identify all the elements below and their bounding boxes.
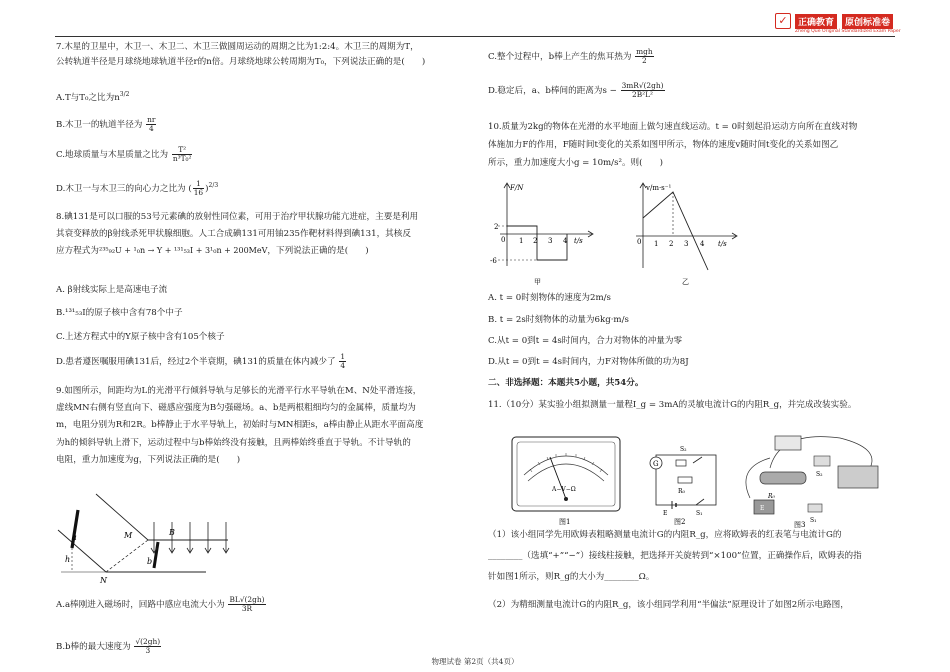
question-8 — [56, 212, 472, 258]
q9-stem: 虚线MN右侧有竖直向下、磁感应强度为B匀强磁场。a、b是两根粗细均匀的金属棒，质量均为 — [56, 403, 416, 414]
q8-stem: 应方程式为²³⁵₉₂U + ¹₀n → Y + ¹³¹₅₃I + 3¹₀n + 200MeV，下列说法正确的是( ) — [56, 246, 369, 257]
half-deflection-circuit — [638, 435, 728, 527]
tick-label: 3 — [548, 237, 553, 245]
brand-name: 正确教育 — [795, 14, 837, 29]
q8-option-b: B.¹³¹₅₃I的原子核中含有78个中子 — [56, 308, 183, 318]
header-rule — [55, 36, 895, 37]
q9-option-c: C.整个过程中，b棒上产生的焦耳热为 $\frac{\text{mgh}}{2}$ — [488, 47, 653, 65]
label-h: h — [65, 555, 71, 564]
switch-label: S₁ — [810, 517, 817, 524]
velocity-time-graph — [628, 180, 748, 290]
nuclear-equation: ²³⁵₉₂U + ¹₀n → Y + ¹³¹₅₃I + 3¹₀n + 200MeV — [98, 246, 268, 256]
switch-label: S₁ — [696, 510, 703, 517]
section-heading: 二、非选择题：本题共5小题，共54分。 — [488, 378, 644, 388]
question-10 — [488, 122, 888, 170]
multimeter-dial-figure — [510, 435, 628, 527]
switch-label: S₂ — [816, 471, 823, 478]
question-7 — [56, 42, 472, 68]
q9-stem: 电阻，重力加速度为g，下列说法正确的是( ) — [56, 454, 241, 465]
q10-option-b: B. t = 2s时刻物体的动量为6kg·m/s — [488, 315, 629, 325]
apparatus-photo — [730, 428, 888, 528]
x-axis-label: t/s — [574, 237, 583, 245]
check-icon: ✓ — [775, 13, 791, 29]
q9-option-a: A.a棒刚进入磁场时，回路中感应电流大小为 $\frac{BL√(2gh)}{3R}$ — [56, 595, 265, 613]
x-axis-label: t/s — [718, 240, 727, 248]
switch-label: S₂ — [680, 446, 687, 453]
label-M: M — [124, 531, 133, 540]
battery-label: E — [760, 505, 765, 512]
q10-option-d: D.从t = 0到t = 4s时间内，力F对物体所做的功为8J — [488, 357, 689, 367]
y-axis-label: v/m·s⁻¹ — [646, 184, 672, 192]
figure-caption: 图3 — [794, 521, 806, 528]
fraction: $\frac{1}{4}$ — [340, 352, 346, 370]
q11-stem: 11.（10分）某实验小组拟测量一量程I_g = 3mA的灵敏电流计G的内阻R_g，并完成改装实验。 — [488, 400, 857, 410]
tick-label: 1 — [654, 240, 659, 248]
brand-logo — [775, 13, 901, 37]
force-time-graph — [488, 180, 608, 290]
q10-stem: 10.质量为2kg的物体在光滑的水平地面上做匀速直线运动。t = 0时刻起沿运动方向所在直线对物 — [488, 122, 858, 132]
tick-label: 2 — [494, 223, 499, 231]
rheostat-label: R₀ — [678, 488, 685, 495]
q8-stem: 8.碘131是可以口服的53号元素碘的放射性同位素，可用于治疗甲状腺功能亢进症，主要是利用 — [56, 212, 419, 222]
fraction: $\frac{\text{T²}}{\text{n³T₀²}}$ — [172, 145, 192, 163]
galvanometer-label: G — [653, 460, 659, 468]
q8-option-c: C.上述方程式中的Y原子核中含有105个核子 — [56, 332, 225, 342]
q8-option-a: A. β射线实际上是高速电子流 — [56, 285, 168, 295]
origin-label: 0 — [637, 238, 642, 246]
q11-part1: （1）该小组同学先用欧姆表粗略测量电流计G的内阻R_g，应将欧姆表的红表笔与电流计G的 ________（选填“+”“−”）接线柱接触，把选择开关旋转到“×100”位置，正确操作后，欧姆表的指 针如图1所示，则R_g的大小为________Ω。 — [488, 530, 862, 583]
tick-label: 2 — [533, 237, 538, 245]
tick-label: -6 — [490, 257, 497, 265]
battery-label: E — [663, 510, 668, 517]
q10-stem: 体施加力F的作用，F随时间t变化的关系如图甲所示，物体的速度v随时间t变化的关系如图乙 — [488, 140, 839, 151]
fraction: $\frac{1}{16}$ — [193, 179, 204, 197]
tick-label: 4 — [563, 237, 568, 245]
q11-part2: （2）为精细测量电流计G的内阻R_g，该小组同学利用“半偏法”原理设计了如图2所示电路图， — [488, 600, 849, 610]
q7-option-d: D.木卫一与木卫三的向心力之比为 ( $\frac{1}{16}$ )$^{2/3}$ — [56, 179, 219, 197]
q9-option-b: B.b棒的最大速度为 $\frac{√(2gh)}{3}$ — [56, 637, 161, 655]
label-N: N — [100, 576, 107, 585]
label-a: a — [72, 533, 77, 542]
figure-caption: 图1 — [559, 518, 571, 526]
q10-option-c: C.从t = 0到t = 4s时间内，合力对物体的冲量为零 — [488, 336, 683, 346]
fraction: $\frac{BL√(2gh)}{3R}$ — [229, 595, 265, 613]
fraction: $\frac{√(2gh)}{3}$ — [135, 637, 161, 655]
q7-stem: 7.木星的卫星中，木卫一、木卫二、木卫三做圆周运动的周期之比为1:2:4。木卫三的周期为T， — [56, 42, 419, 52]
page-footer: 物理试卷 第2页（共4页） — [431, 657, 519, 666]
q7-option-a: A.T与T₀之比为$n^{3/2}$ — [56, 91, 130, 103]
label-B: B — [169, 528, 175, 537]
q7-stem: 公转轨道半径是月球绕地球轨道半径r的n倍。月球绕地球公转周期为T₀，下列说法正确的是( ) — [56, 57, 426, 68]
q8-stem: 其衰变释放的β射线杀死甲状腺细胞。人工合成碘131可用铀235作靶材料得到碘131，其核反 — [56, 229, 411, 240]
q9-option-d: D.稳定后，a、b棒间的距离为s − $\frac{3mR√(2gh)}{\text{2B²L²}}$ — [488, 81, 664, 99]
figure-caption: 甲 — [534, 278, 541, 286]
q8-option-d: D.患者遵医嘱服用碘131后，经过2个半衰期，碘131的质量在体内减少了 $\frac{1}{4}$ — [56, 352, 346, 370]
figure-caption: 图2 — [674, 518, 686, 526]
label-b: b — [147, 557, 153, 566]
question-9 — [56, 386, 472, 466]
fraction: $\frac{nr}{4}$ — [147, 115, 156, 133]
rheostat-label: R₀ — [768, 493, 775, 500]
meter-label: A−V−Ω — [552, 486, 576, 493]
q10-option-a: A. t = 0时刻物体的速度为2m/s — [488, 293, 611, 303]
tick-label: 2 — [669, 240, 674, 248]
origin-label: 0 — [501, 236, 506, 244]
q9-stem: m，电阻分别为R和2R。b棒静止于水平导轨上，初始时与MN相距s，a棒由静止从距水平面高度 — [56, 420, 424, 431]
q9-stem: 9.如图所示，间距均为L的光滑平行倾斜导轨与足够长的光滑平行水平导轨在M、N处平滑连接， — [56, 386, 422, 396]
q10-stem: 所示，重力加速度大小g = 10m/s²。则( ) — [488, 158, 664, 169]
figure-caption: 乙 — [682, 278, 689, 286]
tick-label: 4 — [700, 240, 705, 248]
q7-option-b: B.木卫一的轨道半径为 $\frac{nr}{4}$ — [56, 115, 156, 133]
brand-slogan: Zheng Que Original Standardized Exam Paper — [795, 29, 901, 34]
tick-label: 1 — [519, 237, 524, 245]
brand-subtitle: 原创标准卷 — [842, 14, 893, 29]
fraction: $\frac{3mR√(2gh)}{\text{2B²L²}}$ — [621, 81, 664, 99]
tick-label: 3 — [684, 240, 689, 248]
q9-stem: 为h的倾斜导轨上滑下，运动过程中与b棒始终没有接触，且两棒始终垂直于导轨。不计导轨的 — [56, 437, 411, 448]
rails-diagram — [56, 480, 236, 588]
y-axis-label: F/N — [510, 184, 524, 192]
fraction: $\frac{\text{mgh}}{2}$ — [636, 47, 653, 65]
q7-option-c: C.地球质量与木星质量之比为 $\frac{\text{T²}}{\text{n³T₀²}}$ — [56, 145, 192, 163]
